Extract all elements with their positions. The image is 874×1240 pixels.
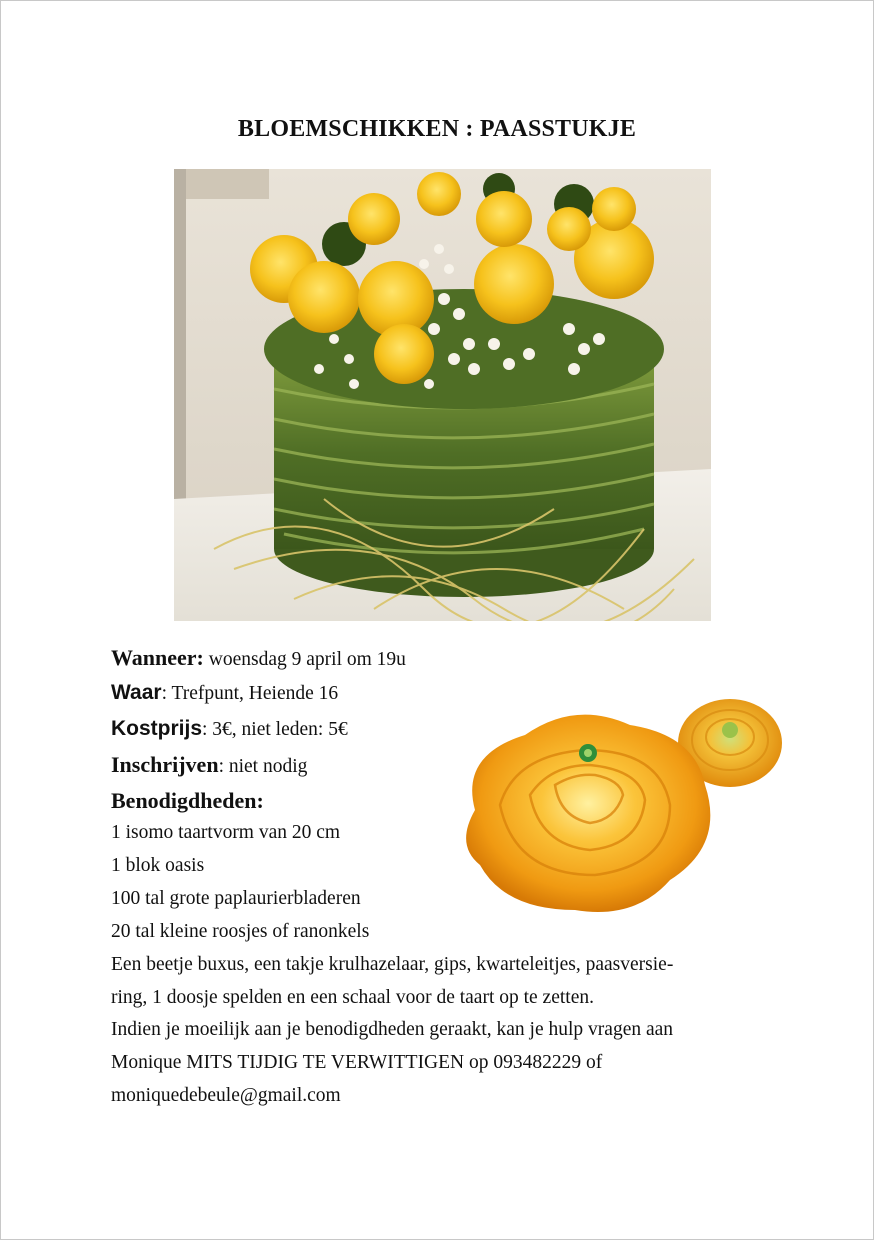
wanneer-line	[111, 646, 406, 672]
benodigdheden-line	[111, 789, 264, 815]
supply-item: 1 isomo taartvorm van 20 cm	[111, 822, 341, 843]
waar-value: : Trefpunt, Heiende 16	[161, 683, 339, 704]
wanneer-value: woensdag 9 april om 19u	[203, 649, 406, 670]
paragraph-line: Een beetje buxus, een takje krulhazelaar, gips, kwarteleitjes, paasversie-	[111, 954, 674, 975]
benodigdheden-label: Benodigdheden:	[111, 788, 264, 813]
ranunculus-photo	[455, 695, 785, 920]
kostprijs-line	[111, 717, 348, 742]
kostprijs-value: : 3€, niet leden: 5€	[202, 719, 348, 740]
waar-line	[111, 681, 338, 706]
inschrijven-label: Inschrijven	[111, 752, 219, 777]
waar-label: Waar	[111, 681, 162, 704]
inschrijven-line	[111, 753, 307, 779]
paragraph-line: Monique MITS TIJDIG TE VERWITTIGEN op 093482229 of	[111, 1052, 603, 1073]
inschrijven-value: : niet nodig	[218, 756, 308, 777]
wanneer-label: Wanneer:	[111, 645, 204, 670]
paragraph-line: ring, 1 doosje spelden en een schaal voor de taart op te zetten.	[111, 987, 594, 1008]
arrangement-photo	[174, 169, 711, 621]
paragraph-line: Indien je moeilijk aan je benodigdheden geraakt, kan je hulp vragen aan	[111, 1019, 674, 1040]
kostprijs-label: Kostprijs	[111, 717, 203, 740]
email-text: moniquedebeule@gmail.com	[111, 1085, 341, 1106]
page-title: BLOEMSCHIKKEN : PAASSTUKJE	[237, 116, 637, 142]
supply-item: 100 tal grote paplaurierbladeren	[111, 888, 361, 909]
supply-item: 1 blok oasis	[111, 855, 205, 876]
supply-item: 20 tal kleine roosjes of ranonkels	[111, 921, 370, 942]
